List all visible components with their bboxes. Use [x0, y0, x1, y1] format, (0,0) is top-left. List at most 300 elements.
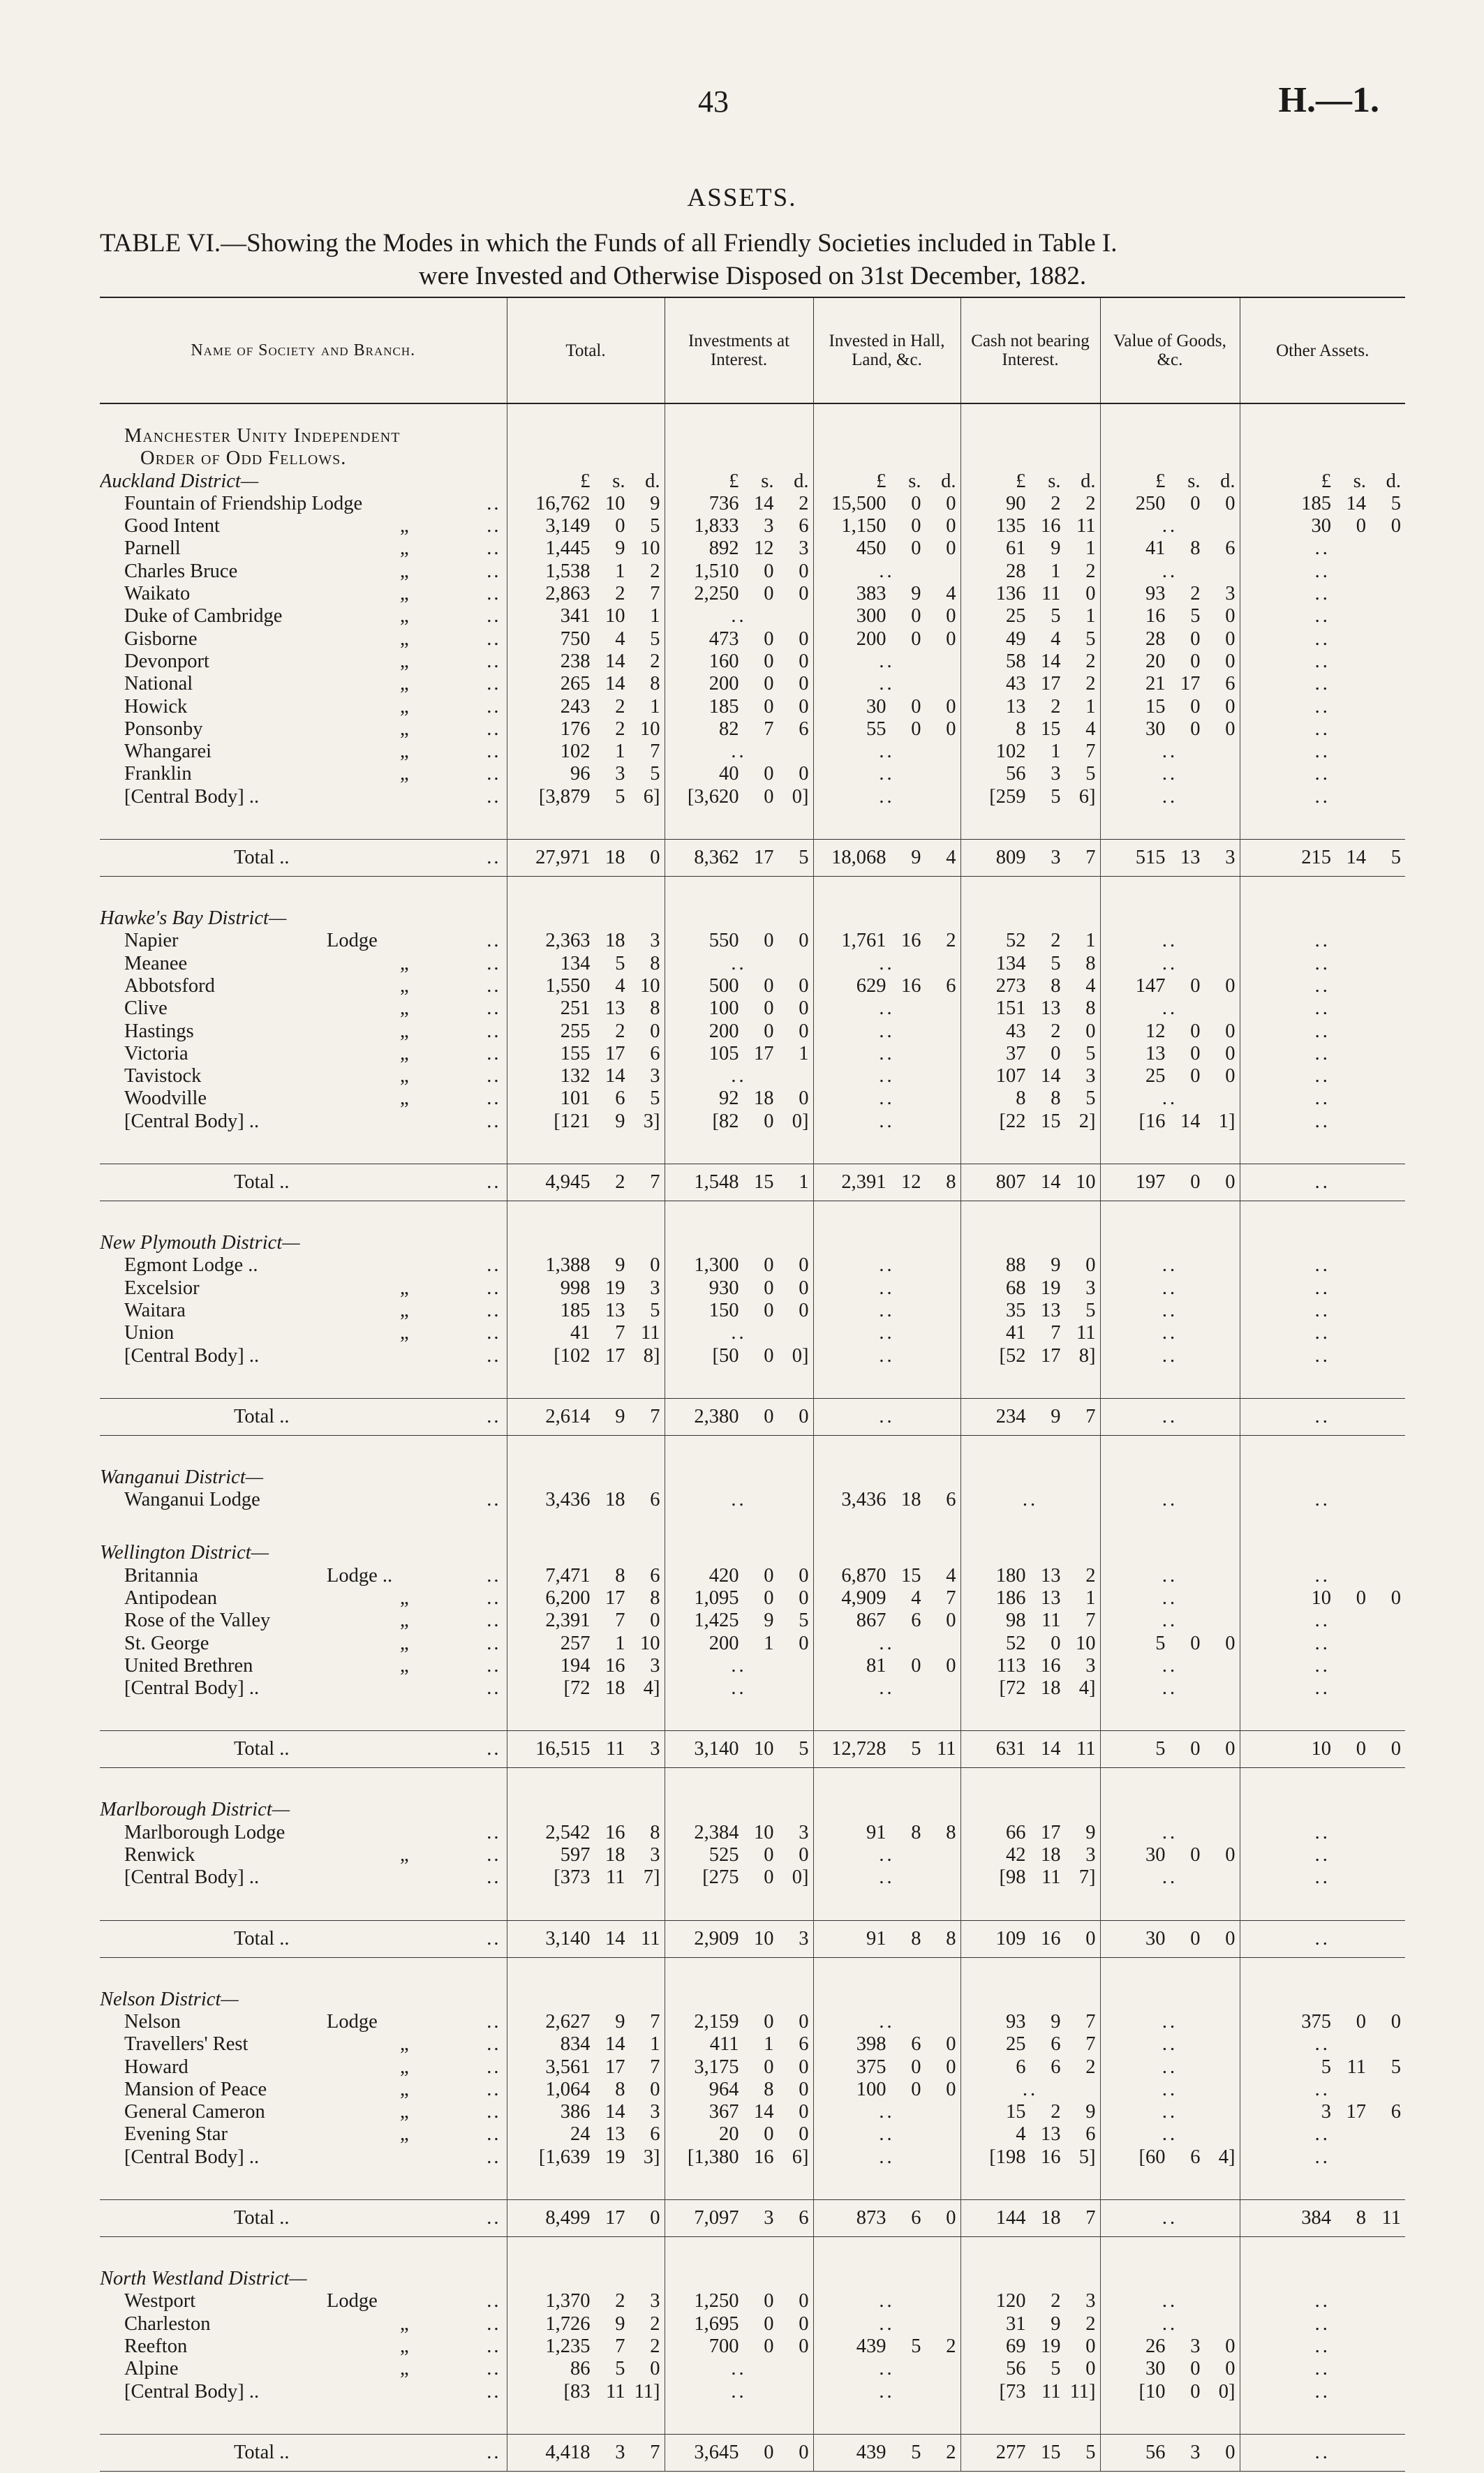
empty-cell	[813, 1232, 960, 1254]
amount-cell	[813, 1111, 960, 1133]
district-name-text: Hawke's Bay District—	[100, 907, 287, 930]
pence: 0	[799, 930, 809, 952]
shillings: 13	[1041, 1299, 1061, 1321]
empty-cell	[1100, 425, 1240, 447]
amount	[507, 1866, 665, 1889]
blank-marker: ..	[1162, 1821, 1178, 1843]
spacer-row	[100, 1889, 1405, 1921]
empty-cell	[507, 425, 665, 447]
amount-cell	[960, 2313, 1100, 2335]
amount-cell	[507, 2200, 665, 2237]
empty-cell	[1240, 907, 1405, 930]
pence: 1	[650, 605, 660, 627]
amount-cell	[1100, 997, 1240, 1020]
amount	[961, 2358, 1100, 2380]
amount-cell	[960, 1087, 1100, 1110]
shillings: 0	[764, 2441, 774, 2463]
amount-cell	[813, 673, 960, 695]
amount	[665, 2335, 813, 2358]
amount	[665, 1345, 813, 1367]
amount-cell	[960, 840, 1100, 877]
lodge-name-text: Tavistock	[124, 1065, 202, 1087]
pounds: 215	[1301, 846, 1331, 868]
shillings: 4	[1051, 627, 1061, 650]
amount-cell	[1240, 763, 1405, 785]
currency-unit: £	[729, 470, 739, 492]
amount-cell	[1240, 696, 1405, 718]
pence: 0]	[1218, 2380, 1236, 2403]
lodge-name	[100, 628, 507, 651]
pounds: 2,384	[694, 1821, 739, 1843]
pence: 2	[1085, 1564, 1096, 1587]
pence: 10	[1076, 1171, 1096, 1193]
amount	[1101, 975, 1240, 997]
shillings: 0	[1051, 1632, 1061, 1654]
pence: 0	[799, 2101, 809, 2123]
amount	[665, 1587, 813, 1610]
leader-dots: ..	[487, 1632, 501, 1654]
shillings: 7	[615, 1322, 625, 1344]
pounds: 135	[995, 515, 1026, 537]
pounds: 91	[866, 1821, 886, 1843]
amount-cell	[1240, 1345, 1405, 1367]
leader-dots: ..	[487, 1171, 501, 1193]
empty-cell	[1100, 907, 1240, 930]
pounds: 20	[719, 2123, 739, 2146]
amount	[665, 1043, 813, 1065]
shillings: 0	[764, 1254, 774, 1277]
pence: 0	[1225, 2441, 1236, 2463]
currency-unit: d.	[645, 470, 660, 492]
empty-cell	[1240, 1466, 1405, 1489]
amount-cell	[813, 1398, 960, 1435]
pence: 0	[1225, 1738, 1236, 1760]
shillings: 0	[764, 2010, 774, 2033]
amount	[814, 605, 960, 627]
blank-marker: ..	[879, 1299, 895, 1321]
shillings: 15	[1041, 1110, 1061, 1132]
lodge-name	[100, 763, 507, 785]
pence: 10	[640, 718, 660, 740]
pounds: 134	[995, 952, 1026, 974]
shillings: 5	[615, 952, 625, 974]
report-code: H.—1.	[1278, 80, 1379, 120]
lodge-name-text: General Cameron	[124, 2101, 265, 2123]
pence: 0	[1225, 1844, 1236, 1866]
lodge-row	[100, 2381, 1405, 2403]
ditto-mark: „	[400, 515, 409, 537]
pence: 8]	[643, 1344, 660, 1367]
pence: 0	[946, 537, 956, 560]
ditto-mark: „	[400, 1065, 409, 1087]
leader-dots: ..	[487, 1610, 501, 1632]
spacer-row	[100, 2169, 1405, 2200]
leader-dots: ..	[487, 930, 501, 952]
pounds: 30	[1145, 1927, 1166, 1950]
amount-cell	[960, 1920, 1100, 1957]
shillings: 0	[764, 560, 774, 582]
amount-cell	[960, 1677, 1100, 1700]
amount-cell	[813, 997, 960, 1020]
pounds: 265	[560, 673, 591, 695]
amount	[1101, 1844, 1240, 1866]
amount-cell	[1240, 718, 1405, 741]
pence: 0	[799, 1277, 809, 1299]
amount-cell	[1100, 840, 1240, 877]
lodge-row	[100, 2335, 1405, 2358]
pence: 4	[946, 846, 956, 868]
pence: 0	[946, 718, 956, 740]
amount-cell	[665, 1677, 813, 1700]
amount	[961, 1738, 1100, 1760]
amount-cell	[813, 2200, 960, 2237]
amount-cell	[507, 651, 665, 673]
pounds: 92	[719, 1087, 739, 1110]
amount-cell	[507, 840, 665, 877]
pence: 0	[799, 1405, 809, 1427]
ditto-mark: „	[400, 1844, 409, 1866]
lodge-name	[100, 515, 507, 537]
district-name	[100, 2268, 507, 2290]
pence: 0	[1225, 1065, 1236, 1087]
leader-dots: ..	[487, 2290, 501, 2312]
pence: 0	[799, 560, 809, 582]
pounds: 15,500	[831, 492, 886, 514]
pounds: 1,510	[694, 560, 739, 582]
lodge-name-text: Westport	[124, 2290, 196, 2312]
amount	[1101, 493, 1240, 515]
empty-cell	[1100, 1768, 1240, 1799]
amount	[961, 2207, 1100, 2229]
shillings: 13	[1180, 846, 1201, 868]
empty-cell	[960, 2169, 1100, 2200]
pounds: 3,436	[841, 1489, 886, 1511]
amount	[814, 2056, 960, 2079]
currency-unit: d.	[1081, 470, 1096, 492]
leader-dots: ..	[487, 695, 501, 718]
shillings: 3	[764, 515, 774, 537]
empty-cell	[665, 808, 813, 840]
pence: 4	[946, 1564, 956, 1587]
pence: 0	[799, 1087, 809, 1110]
amount-cell	[1240, 1655, 1405, 1677]
amount-cell	[1100, 628, 1240, 651]
lodge-name	[100, 1065, 507, 1087]
lodge-row	[100, 605, 1405, 627]
blank-marker: ..	[1162, 741, 1178, 763]
amount-cell	[813, 1345, 960, 1367]
pence: 0]	[792, 1110, 809, 1132]
amount-cell	[507, 1731, 665, 1768]
empty-cell	[960, 1957, 1100, 1989]
amount-cell	[1100, 2200, 1240, 2237]
shillings: 17	[605, 2206, 625, 2229]
shillings: 0	[1190, 695, 1201, 718]
pounds: 52	[1006, 1632, 1026, 1654]
pence: 0	[799, 650, 809, 672]
lodge-name	[100, 786, 507, 808]
amount-cell	[665, 1866, 813, 1889]
amount-cell	[665, 930, 813, 952]
lodge-name-text: Victoria	[124, 1042, 188, 1064]
blank-marker: ..	[1162, 1322, 1178, 1344]
pounds: 1,300	[694, 1254, 739, 1277]
empty-cell	[665, 1133, 813, 1164]
amount	[507, 1822, 665, 1844]
pence: 3]	[643, 1110, 660, 1132]
amount	[665, 1300, 813, 1322]
amount-cell	[1100, 2101, 1240, 2123]
pounds: [52	[999, 1344, 1026, 1367]
pence: 7	[1085, 2033, 1096, 2056]
empty-cell	[665, 1957, 813, 1989]
pounds: 43	[1006, 673, 1026, 695]
blank-marker: ..	[1162, 1866, 1178, 1889]
col-header-hall-land: Invested in Hall, Land, &c.	[813, 297, 960, 403]
amount-cell	[665, 2290, 813, 2312]
amount	[665, 786, 813, 808]
pounds: 873	[856, 2206, 886, 2229]
shillings: 8	[1356, 2206, 1366, 2229]
shillings: 0	[1190, 1042, 1201, 1064]
lodge-name-text: Charleston	[124, 2312, 211, 2335]
amount-cell	[665, 1489, 813, 1511]
amount-cell	[1100, 2056, 1240, 2079]
amount-cell	[665, 2101, 813, 2123]
amount	[961, 2146, 1100, 2169]
pounds: 2,909	[694, 1927, 739, 1950]
empty-cell	[960, 1466, 1100, 1489]
amount-cell	[665, 2056, 813, 2079]
empty-cell	[1240, 1989, 1405, 2011]
amount-cell	[507, 493, 665, 515]
amount	[665, 2290, 813, 2312]
leader-dots: ..	[487, 650, 501, 672]
amount	[961, 2442, 1100, 2464]
amount-cell	[507, 2290, 665, 2312]
amount	[507, 2381, 665, 2403]
blank-marker: ..	[1162, 1654, 1178, 1677]
empty-cell	[100, 808, 507, 840]
amount	[961, 786, 1100, 808]
lodge-name	[100, 2033, 507, 2056]
empty-cell	[1240, 447, 1405, 470]
shillings: 3	[1051, 763, 1061, 785]
pence: 11]	[634, 2380, 660, 2403]
ditto-mark: „	[400, 627, 409, 650]
empty-cell	[813, 2403, 960, 2435]
blank-marker: ..	[1314, 1677, 1330, 1700]
district-row	[100, 2268, 1405, 2290]
pence: 0	[1085, 583, 1096, 605]
amount-cell	[507, 2313, 665, 2335]
lodge-row	[100, 930, 1405, 952]
empty-cell	[1100, 1133, 1240, 1164]
amount	[814, 1738, 960, 1760]
pounds: [198	[989, 2146, 1026, 2168]
blank-marker: ..	[1314, 2078, 1330, 2100]
amount	[814, 583, 960, 605]
lodge-name-text: Wanganui Lodge	[124, 1489, 260, 1511]
shillings: 2	[615, 1020, 625, 1042]
shillings: 2	[1051, 1020, 1061, 1042]
lodge-name	[100, 605, 507, 627]
pence: 5	[1085, 1299, 1096, 1321]
shillings: 1	[1051, 560, 1061, 582]
shillings: 17	[1346, 2101, 1366, 2123]
amount-cell	[665, 2313, 813, 2335]
amount-cell	[1100, 741, 1240, 763]
empty-cell	[1240, 1435, 1405, 1466]
pounds: 93	[1145, 583, 1166, 605]
amount-cell	[1100, 1087, 1240, 1110]
pence: 1	[799, 1171, 809, 1193]
amount-cell	[813, 1677, 960, 1700]
lodge-row	[100, 583, 1405, 605]
amount-cell	[960, 2056, 1100, 2079]
shillings: 0	[764, 1405, 774, 1427]
leader-dots: ..	[487, 583, 501, 605]
district-name-text: Marlborough District—	[100, 1799, 290, 1821]
pounds: 8	[1016, 718, 1026, 740]
leader-dots: ..	[487, 1254, 501, 1277]
amount-cell	[813, 1277, 960, 1300]
spacer-row	[100, 1700, 1405, 1731]
pence: 0	[799, 2123, 809, 2146]
amount	[507, 583, 665, 605]
pence: 7	[650, 741, 660, 763]
blank-marker: ..	[879, 741, 895, 763]
amount	[507, 741, 665, 763]
lodge-name-text: Meanee	[124, 952, 188, 974]
blank-marker: ..	[879, 1844, 895, 1866]
shillings: 6	[911, 2033, 921, 2056]
pounds: 58	[1006, 650, 1026, 672]
pence: 2	[650, 560, 660, 582]
shillings: 2	[615, 695, 625, 718]
shillings: 7	[764, 718, 774, 740]
lodge-row	[100, 1866, 1405, 1889]
empty-cell	[960, 1542, 1100, 1564]
shillings: 7	[615, 1610, 625, 1632]
pounds: 1,235	[545, 2335, 591, 2357]
ditto-mark: Lodge ..	[327, 1564, 393, 1587]
shillings: 17	[605, 1587, 625, 1609]
pounds: 4,418	[545, 2441, 591, 2463]
pounds: 68	[1006, 1277, 1026, 1299]
shillings: 5	[911, 2441, 921, 2463]
amount-cell	[665, 1610, 813, 1632]
lodge-name-text: Good Intent	[124, 515, 220, 537]
lodge-name	[100, 493, 507, 515]
amount-cell	[1100, 1677, 1240, 1700]
amount	[961, 1277, 1100, 1300]
amount	[507, 1087, 665, 1110]
leader-dots: ..	[487, 785, 501, 808]
lodge-name	[100, 2056, 507, 2079]
shillings: 15	[1041, 718, 1061, 740]
pence: 2	[650, 2312, 660, 2335]
shillings: 0	[1356, 2010, 1366, 2033]
lodge-row	[100, 741, 1405, 763]
empty-cell	[813, 1700, 960, 1731]
pence: 0	[1085, 1254, 1096, 1277]
pounds: 1,695	[694, 2312, 739, 2335]
amount-cell	[960, 1822, 1100, 1844]
pence: 7	[1085, 1610, 1096, 1632]
shillings: 16	[1041, 1927, 1061, 1950]
amount	[814, 1489, 960, 1511]
shillings: 0	[1190, 974, 1201, 997]
lodge-name-text: Woodville	[124, 1087, 207, 1110]
empty-cell	[1240, 1201, 1405, 1233]
amount	[507, 1322, 665, 1344]
shillings: 11	[1041, 583, 1061, 605]
pounds: 5	[1321, 2056, 1331, 2078]
empty-cell	[1100, 1889, 1240, 1921]
shillings: 5	[1051, 605, 1061, 627]
blank-marker: ..	[1314, 1171, 1330, 1193]
pounds: 1,370	[545, 2290, 591, 2312]
blank-marker: ..	[1314, 930, 1330, 952]
blank-marker: ..	[879, 2123, 895, 2146]
amount-cell	[507, 1655, 665, 1677]
pence: 10	[1076, 1632, 1096, 1654]
blank-marker: ..	[1162, 2206, 1178, 2229]
blank-marker: ..	[1314, 1254, 1330, 1277]
lodge-name-text: Napier	[124, 930, 179, 952]
pence: 8	[1085, 952, 1096, 974]
empty-cell	[960, 425, 1100, 447]
empty-cell	[1100, 2268, 1240, 2290]
amount-cell	[665, 786, 813, 808]
amount-cell	[1240, 628, 1405, 651]
lodge-row	[100, 1587, 1405, 1610]
shillings: 0	[764, 2123, 774, 2146]
pence: 0	[946, 695, 956, 718]
lodge-row	[100, 1043, 1405, 1065]
lodge-row	[100, 975, 1405, 997]
amount-cell	[813, 1164, 960, 1201]
pence: 0	[650, 2206, 660, 2229]
empty-cell	[960, 2237, 1100, 2268]
amount-cell	[665, 628, 813, 651]
pounds: 398	[856, 2033, 886, 2056]
pence: 2	[650, 2335, 660, 2357]
blank-marker: ..	[1162, 1087, 1178, 1110]
lodge-name	[100, 2358, 507, 2380]
empty-cell	[1100, 1799, 1240, 1821]
district-name	[100, 1232, 507, 1254]
amount-cell	[960, 2381, 1100, 2403]
pounds: 2,159	[694, 2010, 739, 2033]
currency-unit: d.	[1386, 470, 1401, 492]
amount-cell	[960, 2434, 1100, 2471]
empty-cell	[960, 403, 1100, 425]
lodge-name-text: [Central Body] ..	[124, 1677, 260, 1700]
lodge-name	[100, 2381, 507, 2403]
pence: 0	[1225, 718, 1236, 740]
amount	[961, 493, 1100, 515]
shillings: 3	[1051, 846, 1061, 868]
amount-cell	[813, 1866, 960, 1889]
amount	[1101, 1633, 1240, 1655]
shillings: 0	[764, 930, 774, 952]
lodge-name-text: Excelsior	[124, 1277, 200, 1299]
amount-cell	[1100, 493, 1240, 515]
amount	[1101, 2442, 1240, 2464]
society-name	[100, 425, 507, 447]
